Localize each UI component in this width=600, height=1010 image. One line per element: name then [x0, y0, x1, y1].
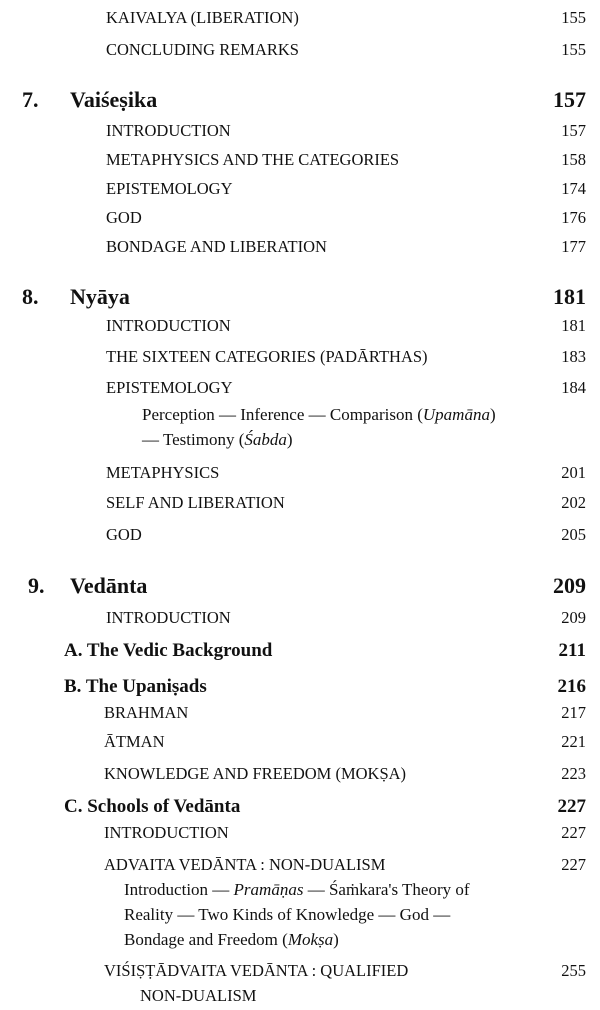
section-c-page: 227 [557, 796, 586, 817]
toc-entry: INTRODUCTION [104, 823, 229, 842]
toc-entry: GOD [106, 525, 142, 544]
toc-page: 181 [561, 316, 586, 335]
toc-page-concluding-remarks: 155 [561, 40, 586, 59]
toc-page: 227 [561, 823, 586, 842]
toc-page: 177 [561, 237, 586, 256]
chapter-7-title: Vaiśeṣika [70, 87, 158, 112]
toc-page-advaita: 227 [561, 855, 586, 874]
advaita-subtopics-line-1: Introduction — Pramāṇas — Śaṁkara's Theory of [124, 880, 470, 899]
section-c-title: C. Schools of Vedānta [64, 796, 241, 817]
toc-page: 223 [561, 764, 586, 783]
toc-entry: METAPHYSICS [106, 463, 220, 482]
toc-entry-visistadvaita-cont: NON-DUALISM [140, 986, 257, 1005]
toc-entry: INTRODUCTION [106, 316, 231, 335]
toc-entry: THE SIXTEEN CATEGORIES (PADĀRTHAS) [106, 347, 428, 366]
section-a-page: 211 [558, 640, 586, 661]
chapter-9-page: 209 [553, 573, 586, 598]
toc-page: 184 [561, 378, 586, 397]
chapter-7-number: 7. [22, 87, 39, 112]
toc-page: 221 [561, 732, 586, 751]
toc-entry: KNOWLEDGE AND FREEDOM (MOKṢA) [104, 764, 407, 783]
toc-entry-visistadvaita: VIŚIṢṬĀDVAITA VEDĀNTA : QUALIFIED [104, 961, 409, 980]
chapter-8-page: 181 [553, 284, 586, 309]
toc-entry-advaita: ADVAITA VEDĀNTA : NON-DUALISM [104, 855, 386, 874]
toc-entry: INTRODUCTION [106, 121, 231, 140]
toc-page: 209 [561, 608, 586, 627]
toc-entry: GOD [106, 208, 142, 227]
toc-page-kaivalya: 155 [561, 8, 586, 27]
toc-page: 217 [561, 703, 586, 722]
toc-page: 205 [561, 525, 586, 544]
toc-entry: BRAHMAN [104, 703, 189, 722]
toc-entry: BONDAGE AND LIBERATION [106, 237, 327, 256]
chapter-9-title: Vedānta [70, 573, 148, 598]
chapter-8-number: 8. [22, 284, 39, 309]
toc-entry: ĀTMAN [104, 732, 165, 751]
chapter-9-number: 9. [28, 573, 45, 598]
toc-page: 176 [561, 208, 586, 227]
toc-page-visistadvaita: 255 [561, 961, 586, 980]
toc-entry-kaivalya: KAIVALYA (LIBERATION) [106, 8, 299, 27]
section-b-title: B. The Upaniṣads [64, 676, 207, 697]
section-a-title: A. The Vedic Background [64, 640, 273, 661]
section-b-page: 216 [557, 676, 586, 697]
toc-page: 174 [561, 179, 586, 198]
toc-entry: INTRODUCTION [106, 608, 231, 627]
advaita-subtopics-line-2: Reality — Two Kinds of Knowledge — God — [124, 905, 451, 924]
toc-entry: EPISTEMOLOGY [106, 378, 233, 397]
toc-entry: METAPHYSICS AND THE CATEGORIES [106, 150, 400, 169]
toc-entry: EPISTEMOLOGY [106, 179, 233, 198]
chapter-8-title: Nyāya [70, 284, 130, 309]
toc-page: 202 [561, 493, 586, 512]
toc-entry-concluding-remarks: CONCLUDING REMARKS [106, 40, 299, 59]
toc-entry: SELF AND LIBERATION [106, 493, 285, 512]
epistemology-subtopics-line-1: Perception — Inference — Comparison (Upamāna) [142, 405, 496, 424]
advaita-subtopics-line-3: Bondage and Freedom (Mokṣa) [124, 930, 339, 949]
toc-page: 158 [561, 150, 586, 169]
toc-page: 183 [561, 347, 586, 366]
toc-page: 201 [561, 463, 586, 482]
epistemology-subtopics-line-2: — Testimony (Śabda) [142, 430, 293, 449]
chapter-7-page: 157 [553, 87, 586, 112]
toc-page: 157 [561, 121, 586, 140]
